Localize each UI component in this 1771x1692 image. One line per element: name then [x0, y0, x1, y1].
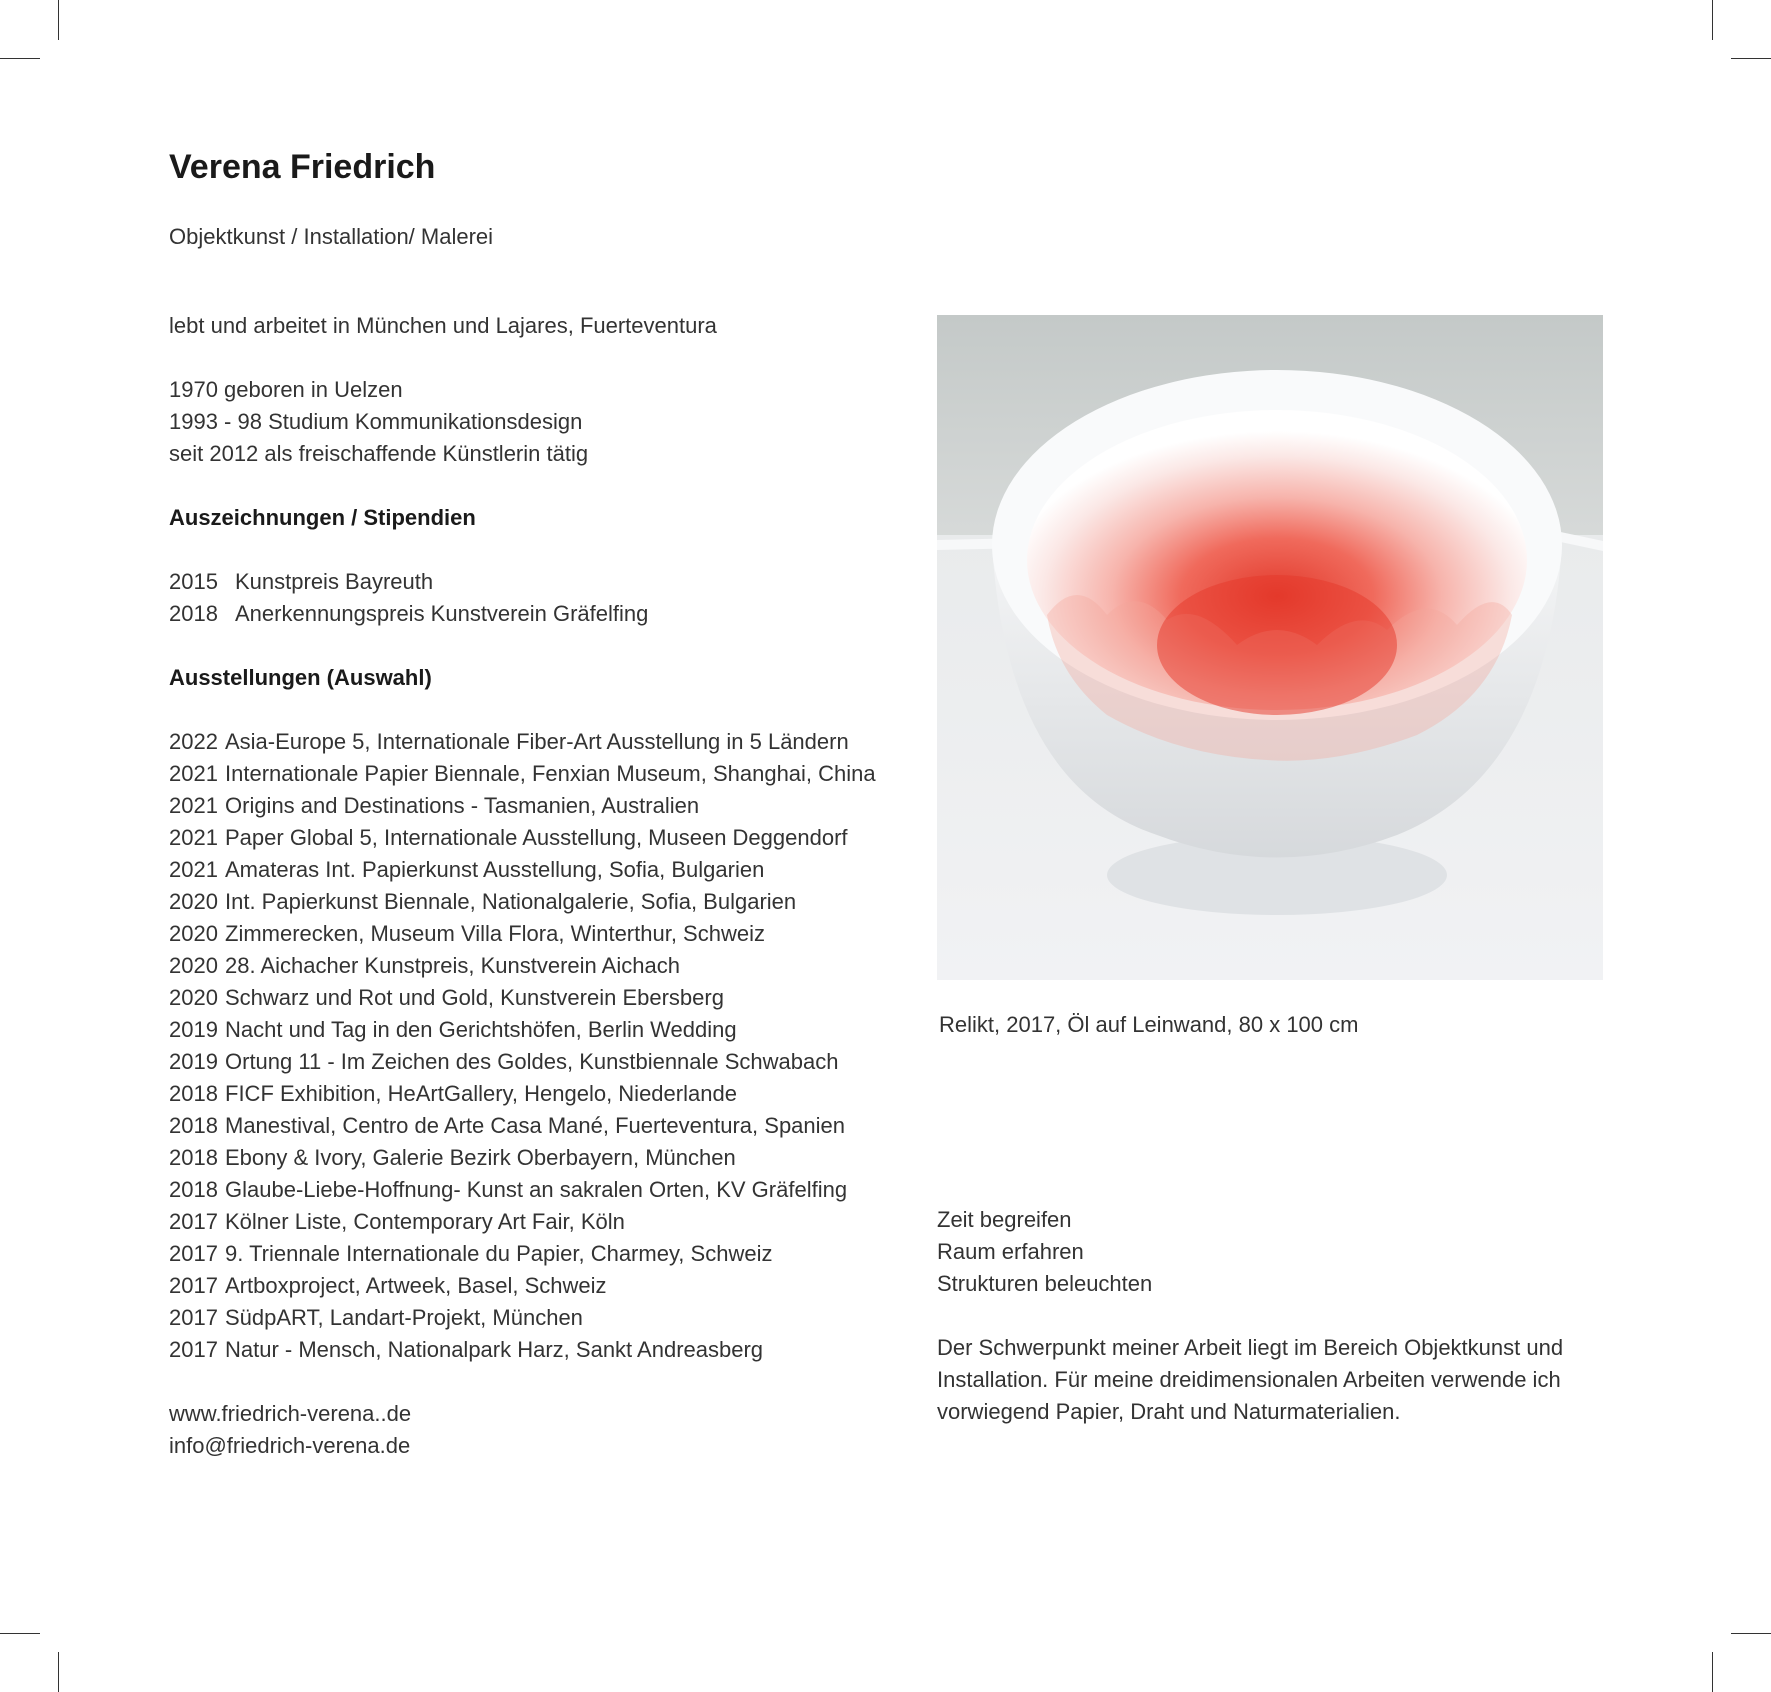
item-text: SüdpART, Landart-Projekt, München	[225, 1305, 583, 1330]
list-item	[169, 822, 876, 854]
exhibitions-list	[169, 726, 876, 1366]
item-year: 2021	[169, 761, 218, 786]
item-year: 2018	[169, 601, 218, 626]
item-text: Anerkennungspreis Kunstverein Gräfelfing	[235, 601, 649, 626]
item-text: Asia-Europe 5, Internationale Fiber-Art Ausstellung in 5 Ländern	[225, 729, 849, 754]
item-year: 2015	[169, 569, 218, 594]
item-year: 2018	[169, 1081, 218, 1106]
item-text: Artboxproject, Artweek, Basel, Schweiz	[225, 1273, 607, 1298]
item-text: Natur - Mensch, Nationalpark Harz, Sankt Andreasberg	[225, 1337, 764, 1362]
awards-list	[169, 566, 876, 630]
item-year: 2017	[169, 1209, 218, 1234]
list-item	[169, 982, 876, 1014]
item-year: 2019	[169, 1017, 218, 1042]
list-item	[169, 598, 876, 630]
item-year: 2017	[169, 1241, 218, 1266]
crop-mark	[0, 58, 40, 59]
item-year: 2017	[169, 1337, 218, 1362]
crop-mark	[1731, 1633, 1771, 1634]
bio-section	[169, 310, 876, 1462]
item-year: 2018	[169, 1113, 218, 1138]
residence-line: lebt und arbeitet in München und Lajares, Fuerteventura	[169, 313, 717, 338]
list-item	[169, 790, 876, 822]
artist-statement	[937, 1204, 1617, 1428]
item-text: Internationale Papier Biennale, Fenxian Museum, Shanghai, China	[225, 761, 876, 786]
item-text: Paper Global 5, Internationale Ausstellung, Museen Deggendorf	[225, 825, 848, 850]
list-item	[169, 1046, 876, 1078]
list-item	[169, 1302, 876, 1334]
list-item	[169, 1334, 876, 1366]
exhibitions-heading: Ausstellungen (Auswahl)	[169, 665, 432, 690]
list-item	[169, 854, 876, 886]
item-year: 2019	[169, 1049, 218, 1074]
list-item	[169, 1110, 876, 1142]
list-item	[169, 1270, 876, 1302]
item-text: Int. Papierkunst Biennale, Nationalgalerie, Sofia, Bulgarien	[225, 889, 797, 914]
artwork-caption: Relikt, 2017, Öl auf Leinwand, 80 x 100 cm	[939, 1012, 1359, 1037]
item-text: Ebony & Ivory, Galerie Bezirk Oberbayern, München	[225, 1145, 736, 1170]
email-link[interactable]: info@friedrich-verena.de	[169, 1433, 411, 1458]
list-item	[169, 1014, 876, 1046]
list-item	[169, 1174, 876, 1206]
crop-mark	[1712, 0, 1713, 40]
item-year: 2018	[169, 1145, 218, 1170]
item-text: Nacht und Tag in den Gerichtshöfen, Berlin Wedding	[225, 1017, 737, 1042]
item-year: 2017	[169, 1305, 218, 1330]
item-year: 2021	[169, 857, 218, 882]
list-item	[169, 758, 876, 790]
artist-name: Verena Friedrich	[169, 148, 436, 186]
item-text: 9. Triennale Internationale du Papier, Charmey, Schweiz	[225, 1241, 773, 1266]
item-text: 28. Aichacher Kunstpreis, Kunstverein Aichach	[225, 953, 680, 978]
list-item	[169, 950, 876, 982]
item-text: Zimmerecken, Museum Villa Flora, Winterthur, Schweiz	[225, 921, 765, 946]
item-year: 2020	[169, 953, 218, 978]
artwork-photo	[937, 315, 1603, 980]
item-text: Amateras Int. Papierkunst Ausstellung, Sofia, Bulgarien	[225, 857, 765, 882]
item-text: Ortung 11 - Im Zeichen des Goldes, Kunstbiennale Schwabach	[225, 1049, 839, 1074]
crop-mark	[58, 0, 59, 40]
item-year: 2020	[169, 889, 218, 914]
artist-disciplines: Objektkunst / Installation/ Malerei	[169, 224, 494, 249]
item-text: FICF Exhibition, HeArtGallery, Hengelo, Niederlande	[225, 1081, 737, 1106]
list-item	[169, 1078, 876, 1110]
awards-heading: Auszeichnungen / Stipendien	[169, 505, 476, 530]
bio-line: seit 2012 als freischaffende Künstlerin tätig	[169, 441, 589, 466]
statement-paragraph: Der Schwerpunkt meiner Arbeit liegt im Bereich Objektkunst und Installation. Für meine dreidimensionalen Arbeiten verwende ich vorwiegend Papier, Draht und Naturmaterialien.	[937, 1335, 1564, 1424]
item-year: 2021	[169, 825, 218, 850]
item-text: Glaube-Liebe-Hoffnung- Kunst an sakralen Orten, KV Gräfelfing	[225, 1177, 848, 1202]
item-year: 2018	[169, 1177, 218, 1202]
list-item	[169, 1238, 876, 1270]
list-item	[169, 1206, 876, 1238]
list-item	[169, 1142, 876, 1174]
list-item	[169, 918, 876, 950]
item-text: Kölner Liste, Contemporary Art Fair, Köln	[225, 1209, 625, 1234]
item-text: Kunstpreis Bayreuth	[235, 569, 434, 594]
bio-line: 1993 - 98 Studium Kommunikationsdesign	[169, 409, 583, 434]
item-year: 2020	[169, 921, 218, 946]
crop-mark	[0, 1633, 40, 1634]
list-item	[169, 726, 876, 758]
list-item	[169, 886, 876, 918]
website-link[interactable]: www.friedrich-verena..de	[169, 1401, 412, 1426]
bio-line: 1970 geboren in Uelzen	[169, 377, 403, 402]
motto-line: Strukturen beleuchten	[937, 1271, 1153, 1296]
item-text: Schwarz und Rot und Gold, Kunstverein Ebersberg	[225, 985, 724, 1010]
crop-mark	[1731, 58, 1771, 59]
motto-line: Zeit begreifen	[937, 1207, 1072, 1232]
list-item	[169, 566, 876, 598]
item-year: 2020	[169, 985, 218, 1010]
item-year: 2022	[169, 729, 218, 754]
item-text: Origins and Destinations - Tasmanien, Australien	[225, 793, 700, 818]
item-year: 2017	[169, 1273, 218, 1298]
paper-bowl-image	[937, 315, 1603, 980]
item-year: 2021	[169, 793, 218, 818]
item-text: Manestival, Centro de Arte Casa Mané, Fuerteventura, Spanien	[225, 1113, 846, 1138]
motto-line: Raum erfahren	[937, 1239, 1084, 1264]
crop-mark	[58, 1652, 59, 1692]
crop-mark	[1712, 1652, 1713, 1692]
